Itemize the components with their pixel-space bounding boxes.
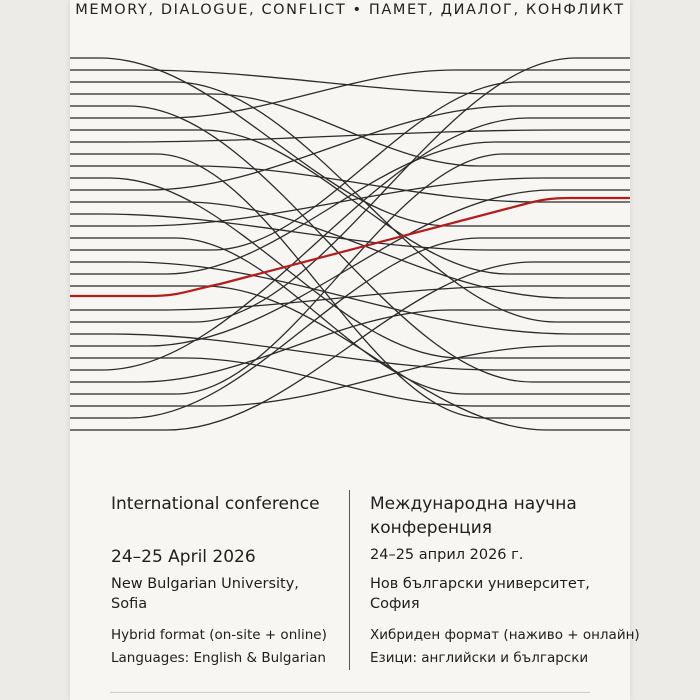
bulgarian-languages: Езици: английски и български (370, 650, 589, 666)
bulgarian-venue: Нов български университет, (370, 576, 590, 592)
poster (70, 0, 640, 700)
english-dates: 24–25 April 2026 (111, 547, 256, 567)
grey-line (70, 118, 630, 370)
english-languages: Languages: English & Bulgarian (111, 650, 326, 666)
grey-line (70, 142, 630, 274)
bulgarian-format: Хибриден формат (наживо + онлайн) (370, 627, 640, 643)
grey-line (70, 346, 630, 406)
grey-line (70, 166, 630, 202)
bulgarian-title-line1: Международна научна (370, 494, 577, 514)
bulgarian-title-line2: конференция (370, 518, 492, 538)
poster-header: MEMORY, DIALOGUE, CONFLICT • ПАМЕТ, ДИАЛОГ, КОНФЛИКТ (75, 2, 625, 18)
bulgarian-city: София (370, 596, 420, 612)
grey-line (70, 214, 630, 250)
english-title: International conference (111, 494, 320, 514)
column-divider (349, 490, 350, 670)
bulgarian-dates: 24–25 април 2026 г. (370, 547, 524, 563)
crossing-lines-graphic (70, 50, 630, 445)
english-city: Sofia (111, 596, 148, 612)
english-format: Hybrid format (on-site + online) (111, 627, 327, 643)
bottom-rule (110, 692, 590, 693)
english-venue: New Bulgarian University, (111, 576, 299, 592)
